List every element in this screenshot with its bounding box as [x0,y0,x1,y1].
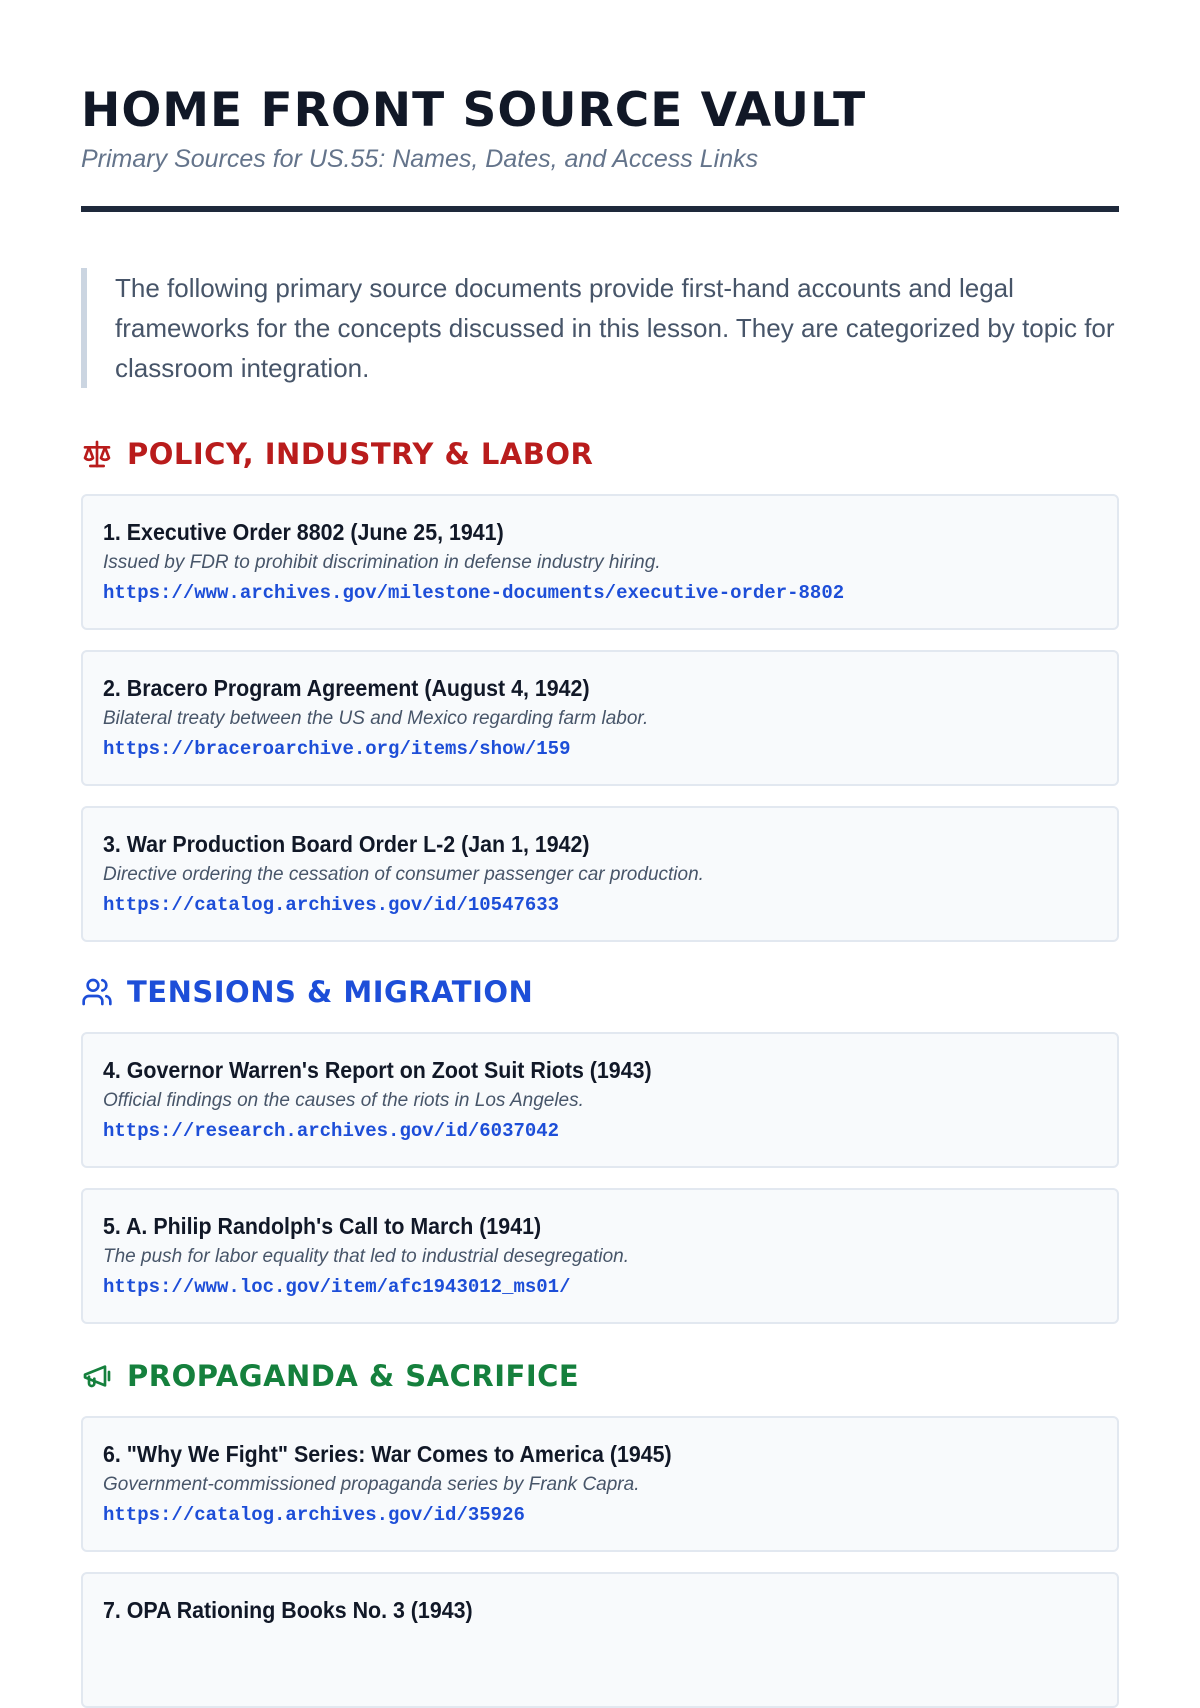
source-card [81,1188,1119,1324]
section-title-policy: POLICY, INDUSTRY & LABOR [127,437,594,471]
section-header [81,1356,1119,1396]
intro-blockquote: The following primary source documents provide first-hand accounts and legal frameworks for the concepts discussed in this lesson. They are categorized by topic for classroom integration. [81,268,1119,388]
source-link[interactable]: https://braceroarchive.org/items/show/159 [103,738,571,760]
source-title: 7. OPA Rationing Books No. 3 (1943) [103,1597,473,1623]
section-title-tensions: TENSIONS & MIGRATION [127,975,534,1009]
source-link[interactable]: https://catalog.archives.gov/id/35926 [103,1504,525,1526]
section-header [81,972,1119,1012]
source-card [81,1572,1119,1708]
section-header [81,434,1119,474]
source-link[interactable]: https://www.archives.gov/milestone-documents/executive-order-8802 [103,582,845,604]
source-description: Issued by FDR to prohibit discrimination in defense industry hiring. [103,552,661,573]
source-card [81,806,1119,942]
section-tensions [81,972,1119,1324]
source-description: Directive ordering the cessation of consumer passenger car production. [103,864,704,885]
section-policy [81,434,1119,942]
source-description: Government-commissioned propaganda series by Frank Capra. [103,1474,640,1495]
source-card [81,650,1119,786]
source-title: 1. Executive Order 8802 (June 25, 1941) [103,519,504,545]
source-title: 5. A. Philip Randolph's Call to March (1941) [103,1213,542,1239]
scale-icon [81,438,113,470]
megaphone-icon [81,1360,113,1392]
source-link[interactable]: https://catalog.archives.gov/id/10547633 [103,894,560,916]
source-title: 6. "Why We Fight" Series: War Comes to America (1945) [103,1441,672,1467]
source-description: Official findings on the causes of the riots in Los Angeles. [103,1090,584,1111]
header [81,0,1119,212]
source-description: The push for labor equality that led to industrial desegregation. [103,1246,629,1267]
header-divider [81,206,1119,212]
section-title-propaganda: PROPAGANDA & SACRIFICE [127,1359,580,1393]
page-title: HOME FRONT SOURCE VAULT [81,83,867,138]
source-title: 4. Governor Warren's Report on Zoot Suit Riots (1943) [103,1057,652,1083]
page-subtitle: Primary Sources for US.55: Names, Dates, and Access Links [81,145,759,173]
source-title: 2. Bracero Program Agreement (August 4, 1942) [103,675,590,701]
source-link[interactable]: https://research.archives.gov/id/6037042 [103,1120,560,1142]
source-card [81,1416,1119,1552]
source-card [81,494,1119,630]
source-link[interactable]: https://www.loc.gov/item/afc1943012_ms01/ [103,1276,571,1298]
source-description: Bilateral treaty between the US and Mexico regarding farm labor. [103,708,649,729]
section-propaganda [81,1356,1119,1708]
source-title: 3. War Production Board Order L-2 (Jan 1, 1942) [103,831,590,857]
users-icon [81,976,113,1008]
source-card [81,1032,1119,1168]
